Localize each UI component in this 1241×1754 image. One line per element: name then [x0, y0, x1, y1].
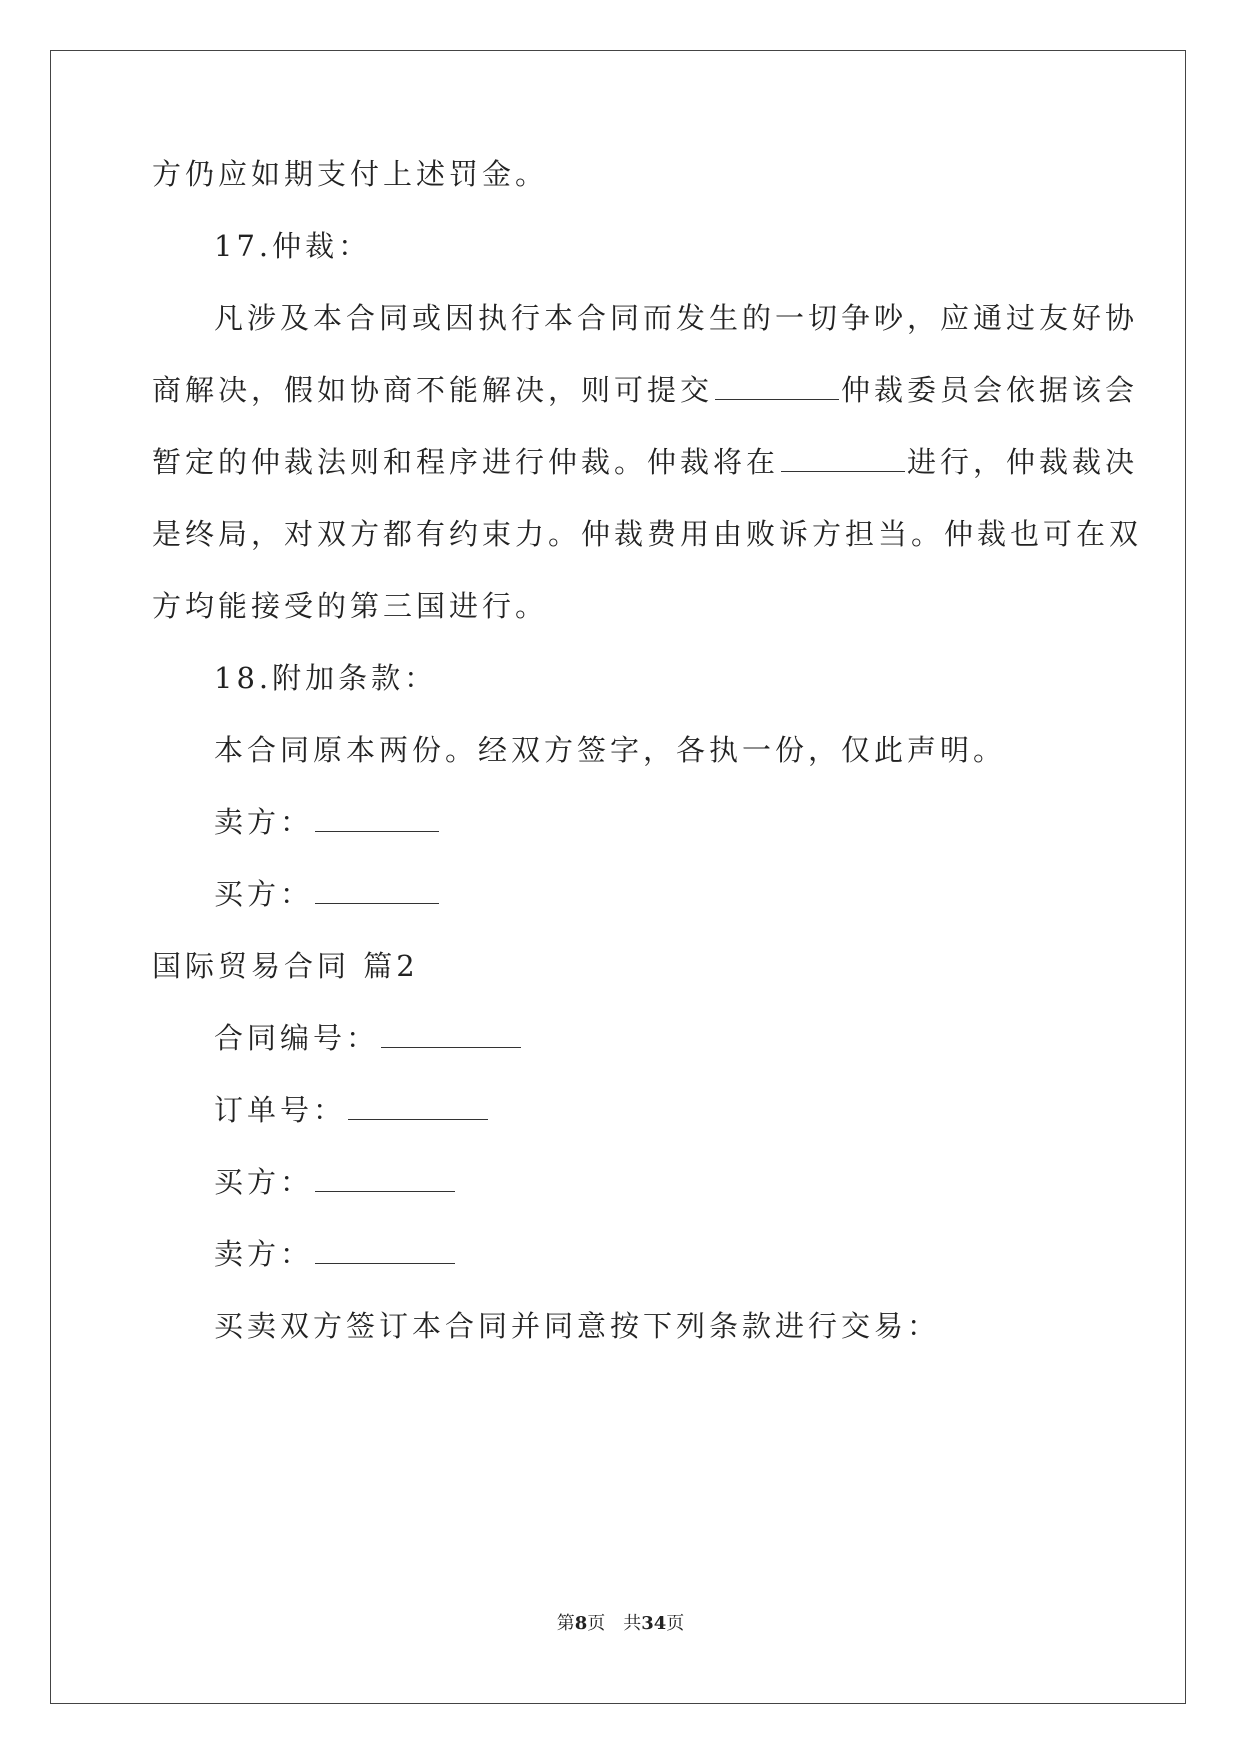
buyer-signature-line	[214, 874, 441, 914]
paragraph-line: 凡涉及本合同或因执行本合同而发生的一切争吵，应通过友好协	[214, 301, 1139, 335]
current-page-number: 8	[574, 1613, 588, 1634]
page-footer	[0, 1612, 1241, 1636]
page-suffix: 页	[666, 1613, 685, 1634]
section-heading-additional-terms: 18.附加条款：	[214, 661, 438, 695]
text-segment: 进行，仲裁裁决	[907, 445, 1139, 479]
fill-in-blank	[715, 373, 839, 400]
seller-label: 卖方：	[214, 1237, 314, 1271]
fill-in-blank	[781, 445, 905, 472]
paragraph-line	[152, 442, 1138, 482]
contract-number-line	[214, 1018, 523, 1058]
fill-in-blank	[315, 877, 439, 904]
total-page-number: 34	[641, 1613, 667, 1634]
paragraph-line: 方仍应如期支付上述罚金。	[152, 157, 549, 191]
buyer-label: 买方：	[214, 1165, 314, 1199]
seller-line	[214, 1234, 457, 1274]
buyer-line	[214, 1162, 457, 1202]
section-heading-arbitration: 17.仲裁：	[214, 229, 372, 263]
fill-in-blank	[348, 1093, 488, 1120]
contract-number-label: 合同编号：	[214, 1021, 380, 1055]
paragraph-line: 是终局，对双方都有约束力。仲裁费用由败诉方担当。仲裁也可在双	[152, 517, 1143, 551]
fill-in-blank	[381, 1021, 521, 1048]
fill-in-blank	[315, 1165, 455, 1192]
order-number-label: 订单号：	[214, 1093, 347, 1127]
fill-in-blank	[315, 1237, 455, 1264]
fill-in-blank	[315, 805, 439, 832]
seller-label: 卖方：	[214, 805, 314, 839]
paragraph-line: 方均能接受的第三国进行。	[152, 589, 549, 623]
order-number-line	[214, 1090, 490, 1130]
paragraph-line: 买卖双方签订本合同并同意按下列条款进行交易：	[214, 1309, 941, 1343]
paragraph-line	[152, 370, 1138, 410]
page-mid: 页 共	[587, 1613, 642, 1634]
text-segment: 商解决，假如协商不能解决，则可提交	[152, 373, 714, 407]
contract-title: 国际贸易合同 篇2	[152, 949, 419, 983]
paragraph-line: 本合同原本两份。经双方签字，各执一份，仅此声明。	[214, 733, 1007, 767]
seller-signature-line	[214, 802, 441, 842]
text-segment: 暂定的仲裁法则和程序进行仲裁。仲裁将在	[152, 445, 780, 479]
text-segment: 仲裁委员会依据该会	[841, 373, 1139, 407]
page-prefix: 第	[556, 1613, 575, 1634]
buyer-label: 买方：	[214, 877, 314, 911]
